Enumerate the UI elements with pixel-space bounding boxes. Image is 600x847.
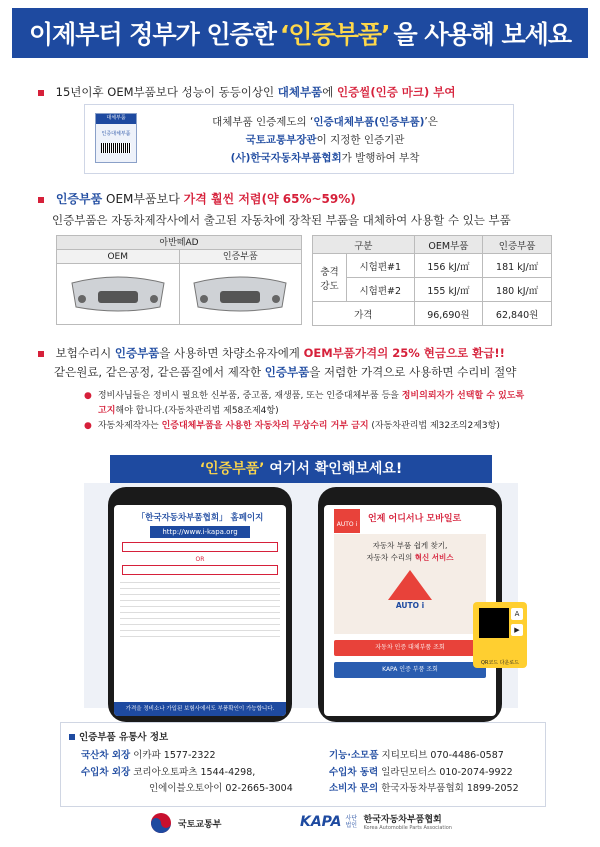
barcode-icon bbox=[101, 143, 131, 153]
seal-name: 인증대체부품 bbox=[101, 131, 131, 137]
text: 해야 합니다.(자동차관리법 제58조제4항) bbox=[115, 406, 279, 416]
text: 기능·소모품 bbox=[329, 750, 379, 761]
text: 사단 법인 bbox=[345, 814, 358, 829]
title-part2: 을 사용해 보세요 bbox=[393, 20, 571, 49]
text: 인에이블오토아이 02-2665-3004 bbox=[149, 783, 293, 794]
bullet-icon bbox=[38, 351, 44, 357]
text: 국토교통부장관 bbox=[245, 134, 317, 146]
autoi-logo-icon: AUTO i bbox=[334, 509, 360, 533]
text: 일라딘모터스 010-2074-9922 bbox=[381, 767, 513, 778]
intro-line bbox=[38, 84, 456, 100]
text: 고지 bbox=[98, 406, 116, 416]
dist-title: 인증부품 유통사 정보 bbox=[79, 732, 169, 743]
th: 구분 bbox=[313, 236, 415, 254]
title-part1: 이제부터 정부가 인증한 bbox=[29, 20, 276, 49]
text: 이카파 1577-2322 bbox=[133, 750, 216, 761]
text: 지티모티브 070-4486-0587 bbox=[381, 750, 504, 761]
ministry-name: 국토교통부 bbox=[178, 819, 222, 830]
text: 15년이후 OEM부품보다 성능이 동등이상인 bbox=[55, 85, 275, 99]
bullet-icon bbox=[38, 197, 44, 203]
text: 자동차제작자는 bbox=[97, 421, 159, 431]
text: 소비자 문의 bbox=[329, 783, 379, 794]
text: 대체부품 bbox=[277, 85, 323, 99]
ministry-logo bbox=[150, 812, 221, 834]
text: 가 발행하여 부착 bbox=[341, 152, 420, 164]
td: 충격 강도 bbox=[313, 254, 347, 302]
td: 시험편#1 bbox=[347, 254, 415, 278]
text: 정비의뢰자가 선택할 수 있도록 bbox=[401, 391, 525, 401]
text: 같은원료, 같은공정, 같은품질에서 제작한 bbox=[54, 365, 262, 379]
check-banner bbox=[110, 455, 492, 483]
text: ’은 bbox=[424, 116, 438, 128]
website-footer: 가격을 정비소나 가입된 보험사에서도 부품확인이 가능합니다. bbox=[114, 702, 286, 716]
app-store-icon: A bbox=[511, 608, 523, 620]
result-rows bbox=[114, 577, 286, 637]
play-store-icon: ▶ bbox=[511, 624, 523, 636]
text: 인증대체부품 bbox=[313, 116, 375, 128]
distributor-info bbox=[60, 722, 546, 807]
text: 보험수리시 bbox=[55, 346, 112, 360]
text: 을 사용하면 차량소유자에게 bbox=[159, 346, 300, 360]
spec-table bbox=[312, 235, 552, 326]
text: 여기서 확인해보세요! bbox=[269, 461, 403, 477]
taegeuk-icon bbox=[150, 812, 172, 834]
bullet-icon bbox=[38, 90, 44, 96]
save-line bbox=[54, 364, 516, 380]
text: 인증부품 bbox=[114, 346, 160, 360]
text: OEM부품가격의 25% 현금으로 환급!! bbox=[303, 346, 505, 360]
col-cert: 인증부품 bbox=[179, 250, 302, 263]
text: 이 지정한 인증기관 bbox=[316, 134, 405, 146]
td: 가격 bbox=[313, 302, 415, 326]
td: 156 kJ/㎡ bbox=[414, 254, 483, 278]
kapa-logo bbox=[300, 812, 452, 831]
text: OEM부품보다 bbox=[106, 192, 180, 206]
col-oem: OEM bbox=[107, 252, 129, 262]
text: 가격 훨씬 저렴(약 65%~59%) bbox=[183, 192, 356, 206]
text: 수입차 동력 bbox=[329, 767, 379, 778]
text: 을 저렴한 가격으로 사용하면 수리비 절약 bbox=[309, 365, 517, 379]
seal-top-label: 대체부품 bbox=[96, 114, 136, 124]
text: ‘인증부품’ bbox=[199, 461, 265, 477]
text: 대체부품 인증제도의 ‘ bbox=[212, 116, 314, 128]
parts-description: 인증부품은 자동차제작사에서 출고된 자동차에 장착된 부품을 대체하여 사용할 수 있는 부품 bbox=[52, 213, 511, 227]
text: 코리아오토파츠 1544-4298, bbox=[133, 767, 256, 778]
cert-parts-search-button[interactable]: 자동차 인증 대체부품 조회 bbox=[334, 640, 486, 656]
certification-box bbox=[84, 104, 514, 174]
text: 정비사님들은 정비시 필요한 신부품, 중고품, 재생품, 또는 인증대체부품 등을 bbox=[97, 391, 399, 401]
title-highlight: ‘인증부품’ bbox=[279, 20, 390, 49]
qr-label: QR코드 다운로드 bbox=[481, 660, 519, 666]
search-box[interactable] bbox=[122, 542, 278, 552]
certification-seal-icon bbox=[95, 113, 137, 163]
search-box-2[interactable] bbox=[122, 565, 278, 575]
app-headline: 언제 어디서나 모바일로 bbox=[368, 514, 462, 524]
bumper-cert-image bbox=[179, 264, 302, 324]
text: 한국자동차부품협회 1899-2052 bbox=[381, 783, 519, 794]
qr-code-icon bbox=[479, 608, 509, 638]
td: 155 kJ/㎡ bbox=[414, 278, 483, 302]
text: 자동차 수리의 bbox=[366, 553, 413, 562]
td: 96,690원 bbox=[414, 302, 483, 326]
refund-line bbox=[38, 345, 505, 361]
car-model: 아반떼AD bbox=[57, 236, 301, 250]
text: 혁신 서비스 bbox=[414, 553, 454, 562]
text: 자동차 부품 쉽게 찾기, bbox=[372, 541, 448, 550]
bumper-comparison bbox=[56, 235, 302, 325]
assoc-name-en: Korea Automobile Parts Association bbox=[363, 825, 452, 831]
phone-website bbox=[108, 487, 292, 722]
legal-notes: ● 정비사님들은 정비시 필요한 신부품, 중고품, 재생품, 또는 인증대체부품 등을 정비의뢰자가 선택할 수 있도록 고지해야 합니다.(자동차관리법 제58조제4항) ● 자동차제작자는 인증대체부품을 사용한 자동차의 무상수리 거부 금지 (자동차관리법 제32조의2제3항) bbox=[84, 391, 525, 431]
text: 인증부품 bbox=[264, 365, 310, 379]
text: 인증대체부품을 사용한 자동차의 무상수리 거부 금지 bbox=[161, 421, 369, 431]
text: 수입차 외장 bbox=[81, 767, 131, 778]
or-label: OR bbox=[195, 556, 205, 563]
assoc-name: 한국자동차부품협회 bbox=[363, 815, 442, 825]
th: OEM부품 bbox=[414, 236, 483, 254]
page-title bbox=[12, 8, 588, 58]
text: 인증부품 bbox=[55, 192, 103, 206]
kapa-parts-search-button[interactable]: KAPA 인증 부품 조회 bbox=[334, 662, 486, 678]
website-url-link[interactable]: http://www.i-kapa.org bbox=[150, 526, 250, 538]
td: 62,840원 bbox=[483, 302, 552, 326]
td: 180 kJ/㎡ bbox=[483, 278, 552, 302]
th: 인증부품 bbox=[483, 236, 552, 254]
td: 시험편#2 bbox=[347, 278, 415, 302]
text: (인증부품) bbox=[374, 116, 425, 128]
app-hero bbox=[334, 534, 486, 634]
text: 국산차 외장 bbox=[81, 750, 131, 761]
text: 인증씰(인증 마크) 부여 bbox=[337, 85, 456, 99]
price-line bbox=[38, 190, 356, 207]
qr-code-card[interactable] bbox=[473, 602, 527, 668]
text: (사)한국자동차부품협회 bbox=[230, 152, 342, 164]
td: 181 kJ/㎡ bbox=[483, 254, 552, 278]
text: AUTO i bbox=[395, 601, 425, 610]
bumper-oem-image bbox=[57, 264, 179, 324]
website-title: 「한국자동차부품협회」 홈페이지 bbox=[136, 513, 264, 523]
text: 에 bbox=[322, 85, 334, 99]
text: (자동차관리법 제32조의2제3항) bbox=[371, 421, 500, 431]
autoi-triangle-icon bbox=[388, 570, 432, 600]
kapa-logo-text: KAPA bbox=[300, 813, 342, 830]
